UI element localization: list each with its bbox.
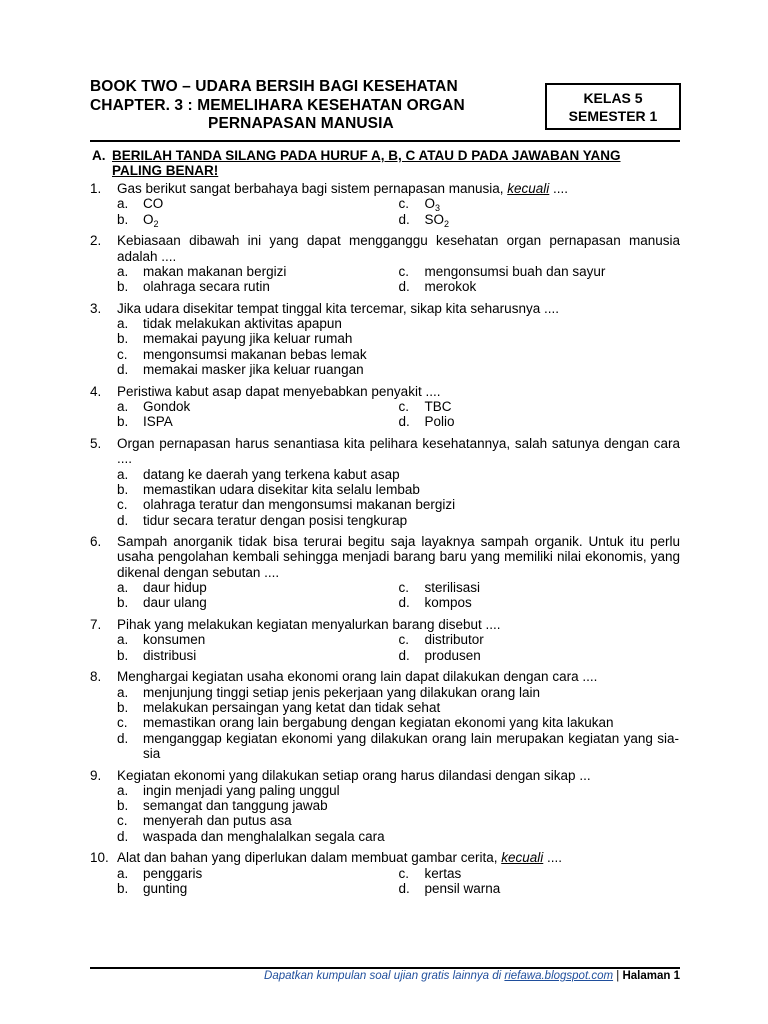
question-text-part: Gas berikut sangat berbahaya bagi sistem pernapasan manusia,: [117, 181, 508, 196]
answer-option[interactable]: [399, 414, 681, 429]
option-text: distributor: [424, 632, 484, 648]
option-row: [117, 580, 680, 595]
answer-option[interactable]: [117, 829, 679, 844]
question-text: [117, 669, 680, 684]
option-letter: d.: [398, 647, 410, 663]
option-row: [117, 264, 680, 279]
question-text-part: Organ pernapasan harus senantiasa kita pelihara kesehatannya, salah satunya dengan cara ....: [117, 436, 680, 467]
answer-option[interactable]: [399, 279, 681, 294]
option-letter: d.: [117, 362, 129, 378]
option-subscript: 3: [435, 203, 441, 214]
option-letter: d.: [398, 595, 410, 611]
option-text: gunting: [143, 880, 188, 896]
question-number: 10.: [90, 850, 109, 866]
question-text-part: Kegiatan ekonomi yang dilakukan setiap orang harus dilandasi dengan sikap ...: [117, 767, 591, 783]
answer-option[interactable]: [117, 632, 399, 647]
option-letter: b.: [117, 595, 129, 611]
answer-option[interactable]: [117, 595, 399, 610]
option-letter: d.: [398, 279, 410, 295]
option-letter: a.: [117, 316, 129, 332]
option-text: melakukan persaingan yang ketat dan tidak sehat: [143, 699, 441, 715]
option-text: daur hidup: [143, 580, 207, 596]
option-letter: d.: [117, 828, 129, 844]
option-row: [117, 196, 680, 214]
option-text: SO: [424, 211, 445, 227]
option-text: mengonsumsi makanan bebas lemak: [143, 346, 367, 362]
question-text: [117, 233, 680, 264]
option-letter: c.: [398, 263, 410, 279]
answer-option[interactable]: [117, 212, 399, 227]
answer-option[interactable]: [117, 798, 679, 813]
option-letter: b.: [117, 647, 129, 663]
option-row: [117, 414, 680, 429]
footer-link[interactable]: riefawa.blogspot.com: [504, 970, 614, 982]
option-letter: b.: [117, 414, 129, 430]
option-text: menjunjung tinggi setiap jenis pekerjaan yang dilakukan orang lain: [143, 684, 541, 700]
answer-option[interactable]: [399, 399, 681, 414]
option-text: ingin menjadi yang paling unggul: [143, 782, 340, 798]
option-letter: c.: [117, 715, 128, 731]
option-text: menganggap kegiatan ekonomi yang dilakukan orang lain merupakan kegiatan yang sia-sia: [143, 730, 679, 761]
option-text: pensil warna: [424, 880, 501, 896]
option-text: memastikan orang lain bergabung dengan kegiatan ekonomi yang kita lakukan: [143, 715, 614, 731]
answer-option[interactable]: [399, 632, 681, 647]
option-letter: b.: [117, 798, 129, 814]
answer-option[interactable]: [117, 279, 399, 294]
option-text: mengonsumsi buah dan sayur: [424, 263, 606, 279]
option-text: penggaris: [143, 865, 203, 881]
option-letter: d.: [398, 211, 410, 227]
option-row: [117, 881, 680, 896]
question-text: [117, 768, 680, 783]
chapter-title-continued: PERNAPASAN MANUSIA: [208, 115, 394, 132]
question-text: [117, 181, 680, 196]
footer-divider: [90, 967, 680, 969]
answer-option[interactable]: [117, 881, 399, 896]
option-subscript: 2: [153, 218, 159, 229]
question-item: [90, 436, 680, 528]
answer-option[interactable]: [117, 331, 679, 346]
answer-option[interactable]: [117, 414, 399, 429]
page-footer: [90, 970, 680, 982]
option-text: memakai masker jika keluar ruangan: [143, 362, 364, 378]
answer-option[interactable]: [117, 866, 399, 881]
question-emphasis: kecuali: [507, 181, 550, 196]
question-text-part: Kebiasaan dibawah ini yang dapat mengganggu kesehatan organ pernapasan manusia adalah ....: [117, 233, 680, 264]
question-number: 2.: [90, 233, 102, 249]
option-letter: c.: [117, 813, 128, 829]
question-number: 1.: [90, 181, 102, 196]
answer-option[interactable]: [117, 264, 399, 279]
option-text: O: [424, 196, 436, 212]
answer-option[interactable]: [117, 196, 399, 211]
class-semester-box: [545, 83, 681, 130]
option-letter: a.: [117, 399, 129, 415]
question-number: 4.: [90, 383, 102, 399]
question-number: 7.: [90, 617, 102, 633]
option-text: kertas: [424, 865, 462, 881]
question-list: [90, 181, 680, 903]
question-number: 3.: [90, 300, 102, 316]
question-text-part: ....: [549, 181, 569, 196]
option-text: semangat dan tanggung jawab: [143, 798, 328, 814]
option-text: tidur secara teratur dengan posisi tengkurap: [143, 512, 408, 528]
answer-option[interactable]: [399, 648, 681, 663]
option-letter: b.: [117, 331, 129, 347]
document-header: [90, 78, 680, 134]
option-text: datang ke daerah yang terkena kabut asap: [143, 466, 400, 482]
option-text: menyerah dan putus asa: [143, 813, 292, 829]
answer-option[interactable]: [117, 482, 679, 497]
answer-options: [117, 685, 680, 761]
option-letter: c.: [398, 580, 410, 596]
option-row: [117, 648, 680, 663]
option-letter: b.: [117, 699, 129, 715]
option-letter: b.: [117, 211, 129, 227]
answer-options: [117, 264, 680, 295]
question-item: [90, 669, 680, 761]
option-row: [117, 279, 680, 294]
option-text: sterilisasi: [424, 580, 481, 596]
answer-option[interactable]: [117, 362, 679, 377]
option-row: [117, 595, 680, 610]
answer-options: [117, 783, 680, 844]
section-letter: A.: [92, 148, 106, 163]
option-letter: c.: [117, 497, 128, 513]
answer-option[interactable]: [117, 685, 679, 700]
answer-option[interactable]: [117, 813, 679, 828]
question-text: [117, 534, 680, 580]
answer-option[interactable]: [117, 700, 679, 715]
option-subscript: 2: [444, 218, 450, 229]
option-text: Gondok: [143, 399, 191, 415]
class-label: KELAS 5: [583, 90, 643, 106]
question-text: [117, 617, 680, 632]
question-text-part: Jika udara disekitar tempat tinggal kita tercemar, sikap kita seharusnya ....: [117, 300, 559, 316]
option-letter: c.: [398, 196, 410, 212]
answer-option[interactable]: [117, 513, 679, 528]
option-text: distribusi: [143, 647, 197, 663]
option-text: produsen: [424, 647, 481, 663]
question-number: 9.: [90, 767, 102, 783]
answer-options: [117, 399, 680, 430]
answer-option[interactable]: [399, 866, 681, 881]
answer-option[interactable]: [117, 715, 679, 730]
option-letter: d.: [117, 730, 129, 746]
option-letter: b.: [117, 279, 129, 295]
option-text: Polio: [424, 414, 455, 430]
question-text: [117, 384, 680, 399]
answer-option[interactable]: [399, 580, 681, 595]
answer-options: [117, 632, 680, 663]
question-item: [90, 301, 680, 377]
option-letter: b.: [117, 481, 129, 497]
question-item: [90, 534, 680, 610]
option-letter: c.: [398, 399, 410, 415]
option-text: kompos: [424, 595, 472, 611]
option-text: konsumen: [143, 632, 206, 648]
option-letter: c.: [117, 346, 128, 362]
answer-options: [117, 866, 680, 897]
option-text: ISPA: [143, 414, 173, 430]
option-letter: b.: [117, 880, 129, 896]
answer-option[interactable]: [399, 595, 681, 610]
option-letter: d.: [398, 414, 410, 430]
option-row: [117, 632, 680, 647]
question-number: 6.: [90, 534, 102, 550]
question-item: [90, 384, 680, 430]
option-letter: a.: [117, 865, 129, 881]
question-item: [90, 850, 680, 896]
question-text-part: Menghargai kegiatan usaha ekonomi orang lain dapat dilakukan dengan cara ....: [117, 669, 598, 685]
option-text: tidak melakukan aktivitas apapun: [143, 316, 342, 332]
answer-option[interactable]: [398, 196, 681, 214]
question-text: [117, 301, 680, 316]
question-emphasis: kecuali: [501, 850, 544, 866]
option-text: makan makanan bergizi: [143, 263, 287, 279]
option-row: [117, 866, 680, 881]
answer-option[interactable]: [117, 347, 679, 362]
option-text: merokok: [424, 279, 477, 295]
question-item: [90, 181, 680, 227]
answer-option[interactable]: [399, 881, 681, 896]
option-row: [117, 212, 680, 227]
question-text: [117, 436, 680, 467]
question-item: [90, 768, 680, 844]
option-letter: c.: [398, 632, 410, 648]
answer-option[interactable]: [117, 731, 679, 762]
option-text: olahraga secara rutin: [143, 279, 270, 295]
option-letter: d.: [398, 880, 410, 896]
option-text: olahraga teratur dan mengonsumsi makanan bergizi: [143, 497, 456, 513]
option-letter: a.: [117, 684, 129, 700]
answer-option[interactable]: [117, 497, 679, 512]
question-number: 5.: [90, 436, 102, 452]
question-text-part: Peristiwa kabut asap dapat menyebabkan penyakit ....: [117, 383, 441, 399]
answer-options: [117, 196, 680, 227]
question-item: [90, 617, 680, 663]
header-divider: [90, 140, 680, 142]
page-number: Halaman 1: [622, 970, 680, 982]
option-letter: a.: [117, 632, 129, 648]
answer-option[interactable]: [117, 580, 399, 595]
option-text: daur ulang: [143, 595, 207, 611]
option-text: O: [143, 211, 154, 227]
option-letter: d.: [117, 512, 129, 528]
semester-label: SEMESTER 1: [568, 108, 658, 124]
answer-options: [117, 316, 680, 377]
option-text: waspada dan menghalalkan segala cara: [143, 828, 385, 844]
answer-options: [117, 467, 680, 528]
chapter-title: CHAPTER. 3 : MEMELIHARA KESEHATAN ORGAN: [90, 97, 465, 114]
answer-option[interactable]: [117, 399, 399, 414]
question-text-part: ....: [543, 850, 563, 866]
option-text: TBC: [424, 399, 452, 415]
question-number: 8.: [90, 669, 102, 685]
question-text-part: Sampah anorganik tidak bisa terurai begitu saja layaknya sampah organik. Untuk itu perlu usaha pengolahan kembali sehingga menjadi barang baru yang memiliki nilai ekonomis, yang dikenal dengan sebutan ....: [117, 534, 680, 580]
answer-options: [117, 580, 680, 611]
option-letter: a.: [117, 263, 129, 279]
question-text-part: Alat dan bahan yang diperlukan dalam membuat gambar cerita,: [117, 850, 502, 866]
question-item: [90, 233, 680, 294]
answer-option[interactable]: [117, 316, 679, 331]
answer-option[interactable]: [117, 783, 679, 798]
option-text: memastikan udara disekitar kita selalu lembab: [143, 481, 420, 497]
answer-option[interactable]: [399, 212, 681, 227]
option-text: CO: [143, 196, 164, 212]
answer-option[interactable]: [117, 467, 679, 482]
footer-text: Dapatkan kumpulan soal ujian gratis lainnya di: [264, 970, 505, 982]
option-letter: a.: [117, 196, 129, 212]
book-title: BOOK TWO – UDARA BERSIH BAGI KESEHATAN: [90, 78, 458, 95]
question-text: [117, 850, 680, 865]
section-instruction-text: BERILAH TANDA SILANG PADA HURUF A, B, C ATAU D PADA JAWABAN YANG PALING BENAR!: [112, 148, 621, 178]
option-letter: a.: [117, 466, 129, 482]
option-letter: c.: [398, 865, 410, 881]
option-letter: a.: [117, 782, 129, 798]
answer-option[interactable]: [399, 264, 681, 279]
option-letter: a.: [117, 580, 129, 596]
question-text-part: Pihak yang melakukan kegiatan menyalurkan barang disebut ....: [117, 617, 501, 633]
answer-option[interactable]: [117, 648, 399, 663]
option-row: [117, 399, 680, 414]
option-text: memakai payung jika keluar rumah: [143, 331, 353, 347]
footer-separator: |: [613, 970, 623, 982]
